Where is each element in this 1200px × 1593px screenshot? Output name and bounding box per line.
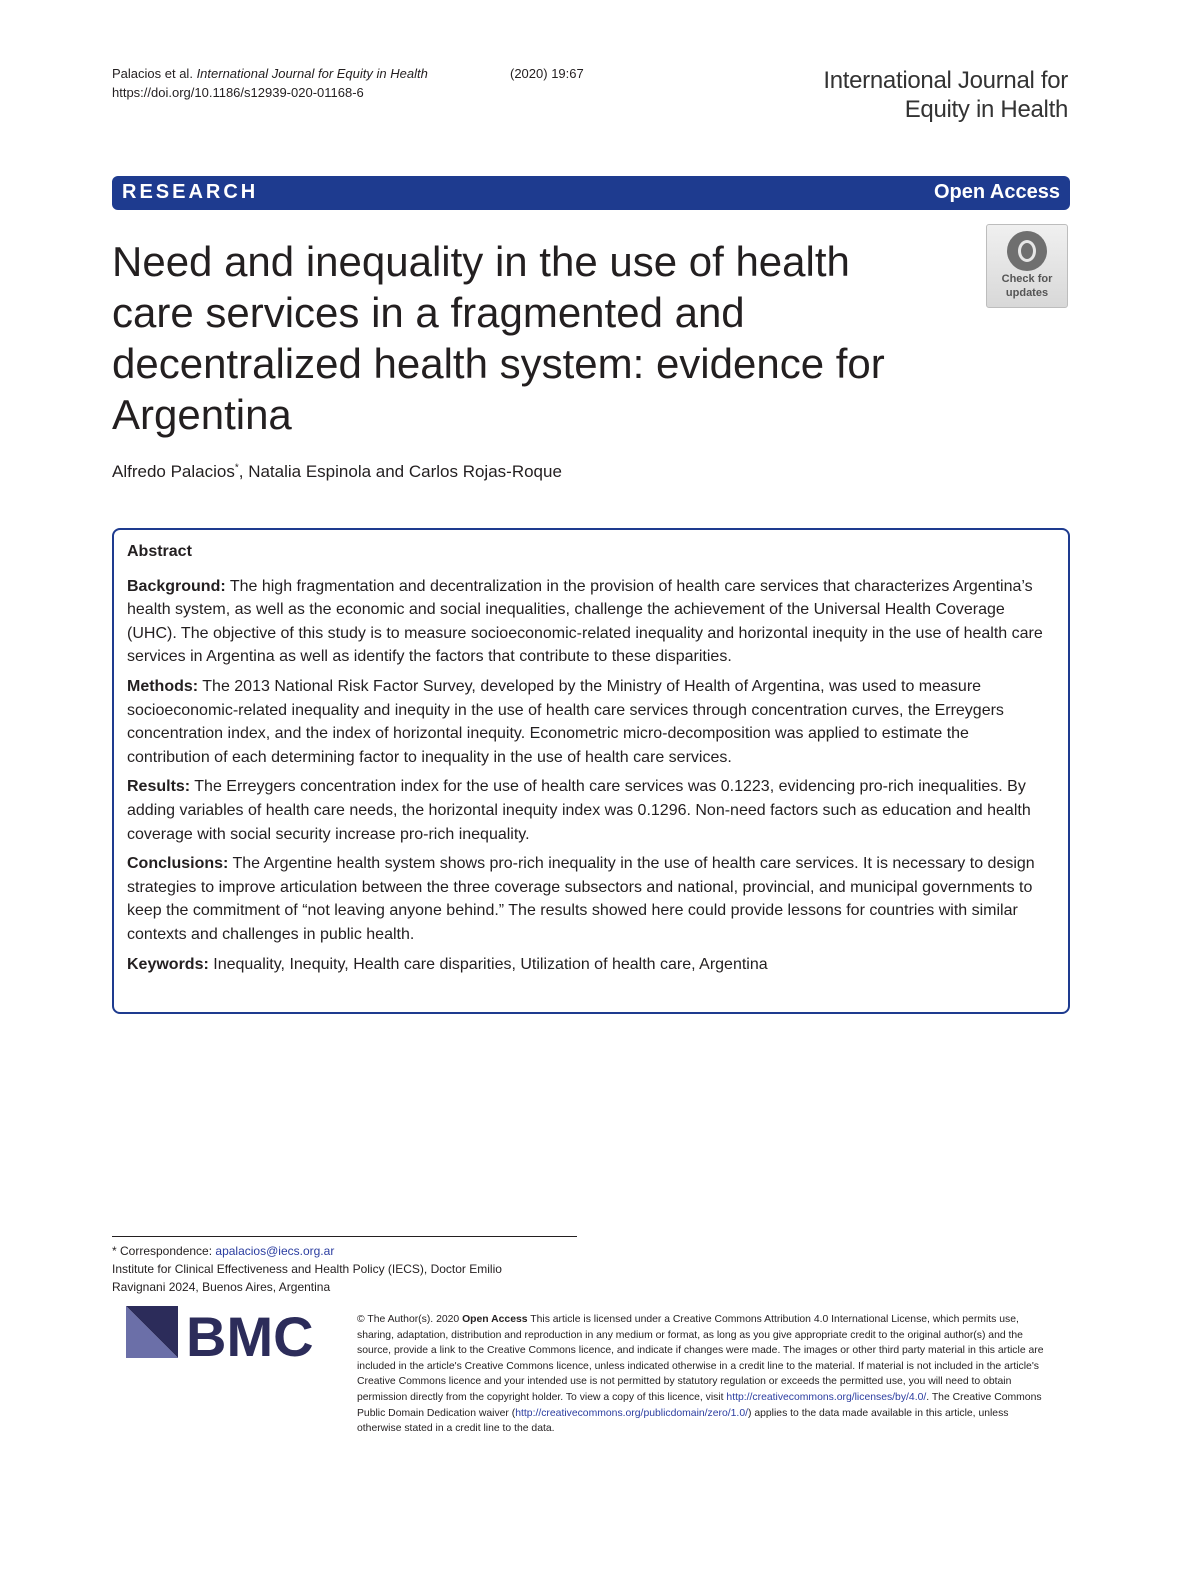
journal-logo-line2: Equity in Health [904, 96, 1068, 123]
footnote-divider [112, 1236, 577, 1237]
background-text: The high fragmentation and decentralization in the provision of health care services that characterizes Argentina’s health system, as well as the economic and social inequalities, challenge the achievement of the Universal Health Coverage (UHC). The objective of this study is to measure socioeconomic-related inequality and horizontal inequity in the use of health care services in Argentina as well as identify the factors that contribute to these disparities. [127, 577, 1043, 666]
abstract-results [127, 775, 1055, 846]
license-text2: . The Creative Commons Public Domain Dedication waiver ( [357, 1391, 1042, 1419]
journal-logo [823, 66, 1068, 124]
journal-logo-line1: International Journal for [823, 67, 1068, 94]
license-prefix: © The Author(s). 2020 [357, 1314, 460, 1325]
license-link-cc0[interactable]: http://creativecommons.org/publicdomain/zero/1.0/ [515, 1407, 748, 1419]
bmc-logo-text: BMC [186, 1306, 314, 1366]
correspondence-footnote [112, 1242, 502, 1296]
citation-authors: Palacios et al. [112, 66, 193, 81]
affiliation-line2: Ravignani 2024, Buenos Aires, Argentina [112, 1280, 331, 1294]
check-updates-line1: Check for [1001, 273, 1053, 285]
license-statement [357, 1312, 1047, 1437]
check-updates-icon [1007, 231, 1047, 271]
results-text: The Erreygers concentration index for the use of health care services was 0.1223, evidencing pro-rich inequalities. By adding variables of health care needs, the horizontal inequity index was 0.1296. Non-need factors such as education and health coverage with social security increase pro-rich inequality. [127, 778, 1031, 843]
author-list [112, 462, 562, 482]
license-open-access: Open Access [462, 1314, 528, 1325]
license-link-cc-by[interactable]: http://creativecommons.org/licenses/by/4.0/ [726, 1391, 927, 1403]
background-label: Background: [127, 577, 226, 595]
abstract-methods [127, 675, 1055, 769]
results-label: Results: [127, 778, 191, 796]
methods-label: Methods: [127, 677, 199, 695]
conclusions-label: Conclusions: [127, 855, 229, 873]
keywords-text: Inequality, Inequity, Health care disparities, Utilization of health care, Argentina [213, 955, 768, 973]
abstract-background [127, 575, 1055, 669]
citation-journal: International Journal for Equity in Health [196, 66, 428, 81]
abstract-conclusions [127, 852, 1055, 946]
check-updates-line2: updates [1005, 287, 1049, 299]
bmc-logo [126, 1306, 336, 1366]
abstract-box [112, 528, 1070, 1014]
check-for-updates-button[interactable] [986, 224, 1068, 308]
author-rest: , Natalia Espinola and Carlos Rojas-Roque [238, 462, 562, 481]
affiliation-line1: Institute for Clinical Effectiveness and Health Policy (IECS), Doctor Emilio [112, 1262, 502, 1276]
doi-link[interactable]: https://doi.org/10.1186/s12939-020-01168-6 [112, 85, 364, 100]
author-first[interactable]: Alfredo Palacios [112, 462, 235, 481]
article-type-banner [112, 176, 1070, 210]
abstract-heading: Abstract [127, 543, 192, 560]
keywords-label: Keywords: [127, 955, 209, 973]
citation-volume: (2020) 19:67 [510, 66, 584, 81]
article-title: Need and inequality in the use of health care services in a fragmented and decentralized health system: evidence for Argentina [112, 238, 885, 438]
abstract-keywords [127, 953, 1055, 977]
conclusions-text: The Argentine health system shows pro-rich inequality in the use of health care services. It is necessary to design strategies to improve articulation between the three coverage subsectors and national, provincial, and municipal governments to keep the commitment of “not leaving anyone behind.” The results showed here could provide lessons for countries with similar contexts and challenges in public health. [127, 855, 1035, 943]
corresponding-mark: * [234, 462, 239, 474]
citation-header [112, 64, 584, 102]
license-text1: This article is licensed under a Creative Commons Attribution 4.0 International License, which permits use, sharing, adaptation, distribution and reproduction in any medium or format, as long as you give appropriate credit to the original author(s) and the source, provide a link to the Creative Commons licence, and indicate if changes were made. The images or other third party material in this article are included in the article's Creative Commons licence, unless indicated otherwise in a credit line to the material. If material is not included in the article's Creative Commons licence and your intended use is not permitted by statutory regulation or exceeds the permitted use, you will need to obtain permission directly from the copyright holder. To view a copy of this licence, visit [357, 1314, 1044, 1403]
correspondence-email-link[interactable]: apalacios@iecs.org.ar [215, 1244, 335, 1258]
methods-text: The 2013 National Risk Factor Survey, developed by the Ministry of Health of Argentina, was used to measure socioeconomic-related inequality and inequity in the use of health care services through concentration curves, the Erreygers concentration index, and the index of horizontal inequity. Econometric micro-decomposition was applied to estimate the contribution of each determining factor to inequality in the use of health care services. [127, 677, 1004, 766]
open-access-label: Open Access [934, 181, 1060, 203]
article-type-label: RESEARCH [122, 181, 259, 203]
license-text3: ) applies to the data made available in this article, unless otherwise stated in a credit line to the data. [357, 1407, 1009, 1435]
correspondence-label: * Correspondence: [112, 1244, 213, 1258]
